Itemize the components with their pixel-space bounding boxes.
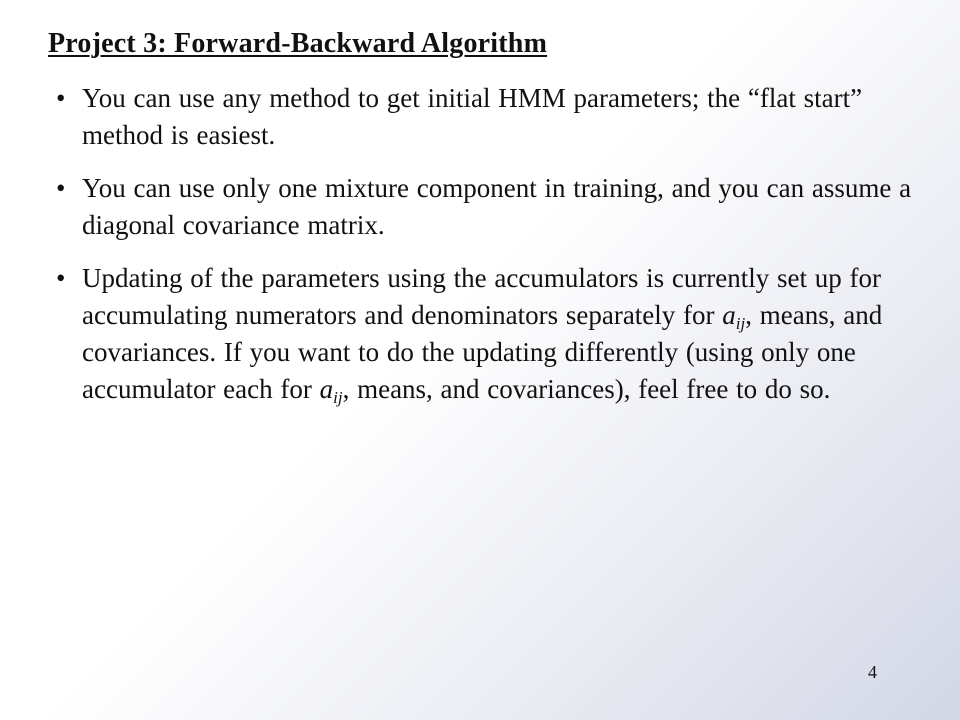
subscript-ij: ij (735, 314, 746, 333)
subscript-ij: ij (333, 388, 343, 407)
bullet-text-part: Updating of the parameters using the accumulators is currently set up for accumulating numerators and denominators separately for (82, 263, 882, 330)
bullet-text-part: , means, and covariances. If you want to do the updating differently (using only one accumulator each for (82, 300, 883, 404)
bullet-text: You can use only one mixture component in training, and you can assume a diagonal covariance matrix. (82, 173, 912, 240)
slide-title: Project 3: Forward-Backward Algorithm (48, 28, 548, 59)
bullet-text-part: , means, and covariances), feel free to do so. (342, 374, 831, 404)
bullet-text: You can use any method to get initial HMM parameters; the “flat start” method is easiest. (82, 83, 863, 150)
bullet-item (56, 260, 916, 408)
bullet-list (56, 80, 916, 424)
page-number: 4 (868, 662, 877, 682)
variable-a: a (319, 374, 334, 404)
bullet-marker: • (56, 173, 66, 203)
bullet-marker: • (56, 263, 66, 293)
variable-a: a (722, 300, 736, 330)
bullet-item (56, 170, 916, 244)
bullet-item (56, 80, 916, 154)
bullet-marker: • (56, 83, 66, 113)
